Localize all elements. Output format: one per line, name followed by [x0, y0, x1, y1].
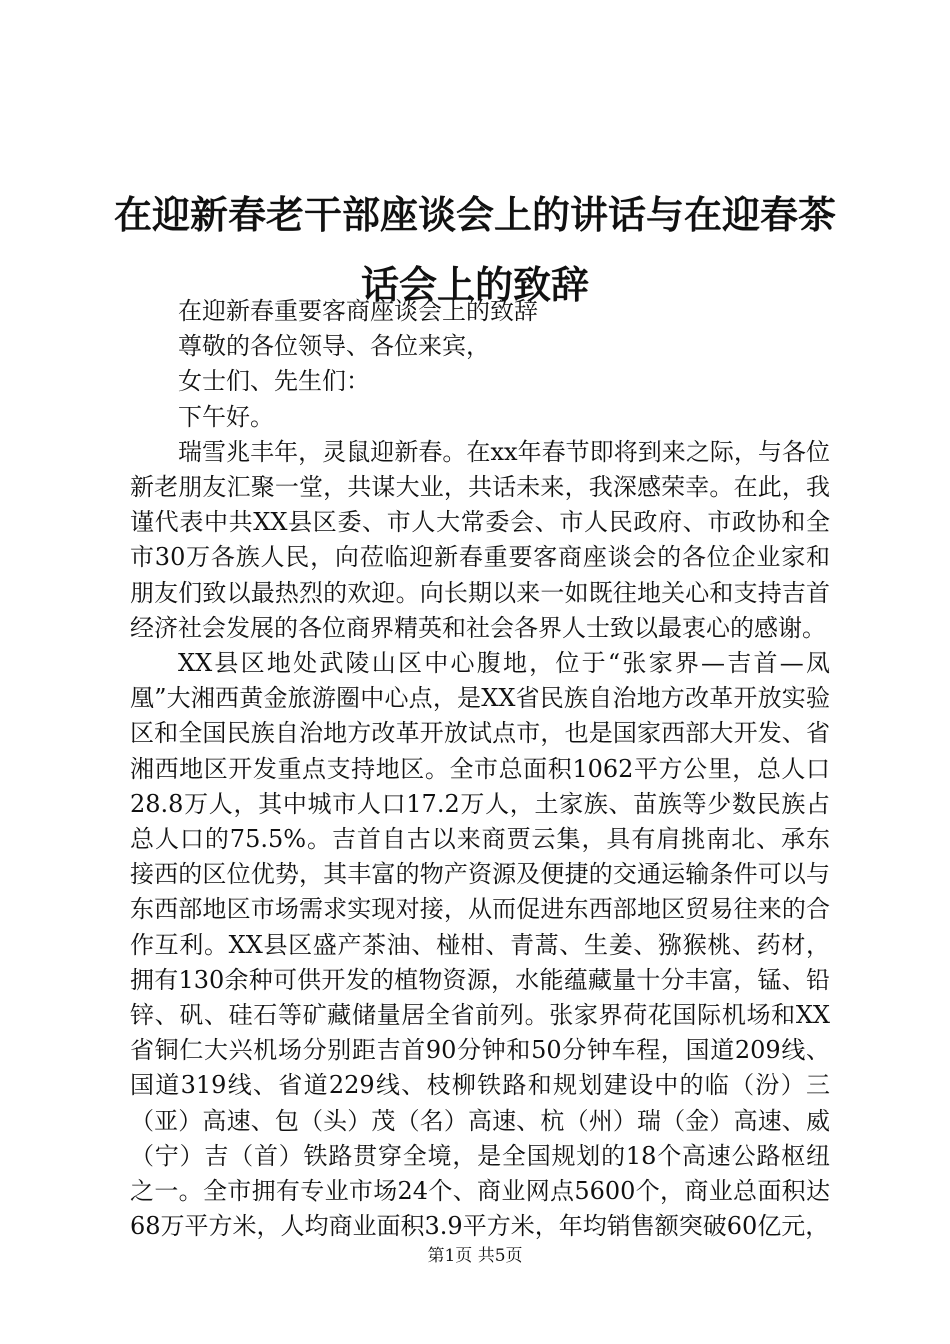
salutation-line: 女士们、先生们： [178, 367, 370, 396]
page-number: 第1页 [427, 1246, 473, 1266]
page-total: 共5页 [477, 1246, 523, 1266]
document-body [130, 294, 830, 1244]
document-title: 在迎新春老干部座谈会上的讲话与在迎春茶话会上的致辞 [113, 192, 836, 307]
body-paragraph: XX县区地处武陵山区中心腹地，位于“张家界—吉首—凤凰”大湘西黄金旅游圈中心点，是XX省民族自治地方改革开放实验区和全国民族自治地方改革开放试点市，也是国家西部大开发、省湘西地区开发重点支持地区。全市总面积1062平方公里，总人口28.8万人，其中城市人口17.2万人，土家族、苗族等少数民族占总人口的75.5%。吉首自古以来商贾云集，具有肩挑南北、承东接西的区位优势，其丰富的物产资源及便捷的交通运输条件可以与东西部地区市场需求实现对接，从而促进东西部地区贸易往来的合作互利。XX县区盛产茶油、椪柑、青蒿、生姜、猕猴桃、药材，拥有130余种可供开发的植物资源，水能蕴藏量十分丰富，锰、铅锌、矾、硅石等矿藏储量居全省前列。张家界荷花国际机场和XX省铜仁大兴机场分别距吉首90分钟和50分钟车程，国道209线、国道319线、省道229线、枝柳铁路和规划建设中的临（汾）三（亚）高速、包（头）茂（名）高速、杭（州）瑞（金）高速、威（宁）吉（首）铁路贯穿全境，是全国规划的18个高速公路枢纽之一。全市拥有专业市场24个、商业网点5600个，商业总面积达68万平方米，人均商业面积3.9平方米，年均销售额突破60亿元， [130, 649, 830, 1241]
greeting-line: 下午好。 [178, 402, 274, 431]
salutation-line: 尊敬的各位领导、各位来宾， [178, 332, 490, 361]
subtitle-line: 在迎新春重要客商座谈会上的致辞 [178, 297, 538, 325]
page-footer [0, 1244, 950, 1268]
body-paragraph: 瑞雪兆丰年，灵鼠迎新春。在xx年春节即将到来之际，与各位新老朋友汇聚一堂，共谋大业，共话未来，我深感荣幸。在此，我谨代表中共XX县区委、市人大常委会、市人民政府、市政协和全市30万各族人民，向莅临迎新春重要客商座谈会的各位企业家和朋友们致以最热烈的欢迎。向长期以来一如既往地关心和支持吉首经济社会发展的各位商界精英和社会各界人士致以最衷心的感谢。 [130, 437, 830, 642]
